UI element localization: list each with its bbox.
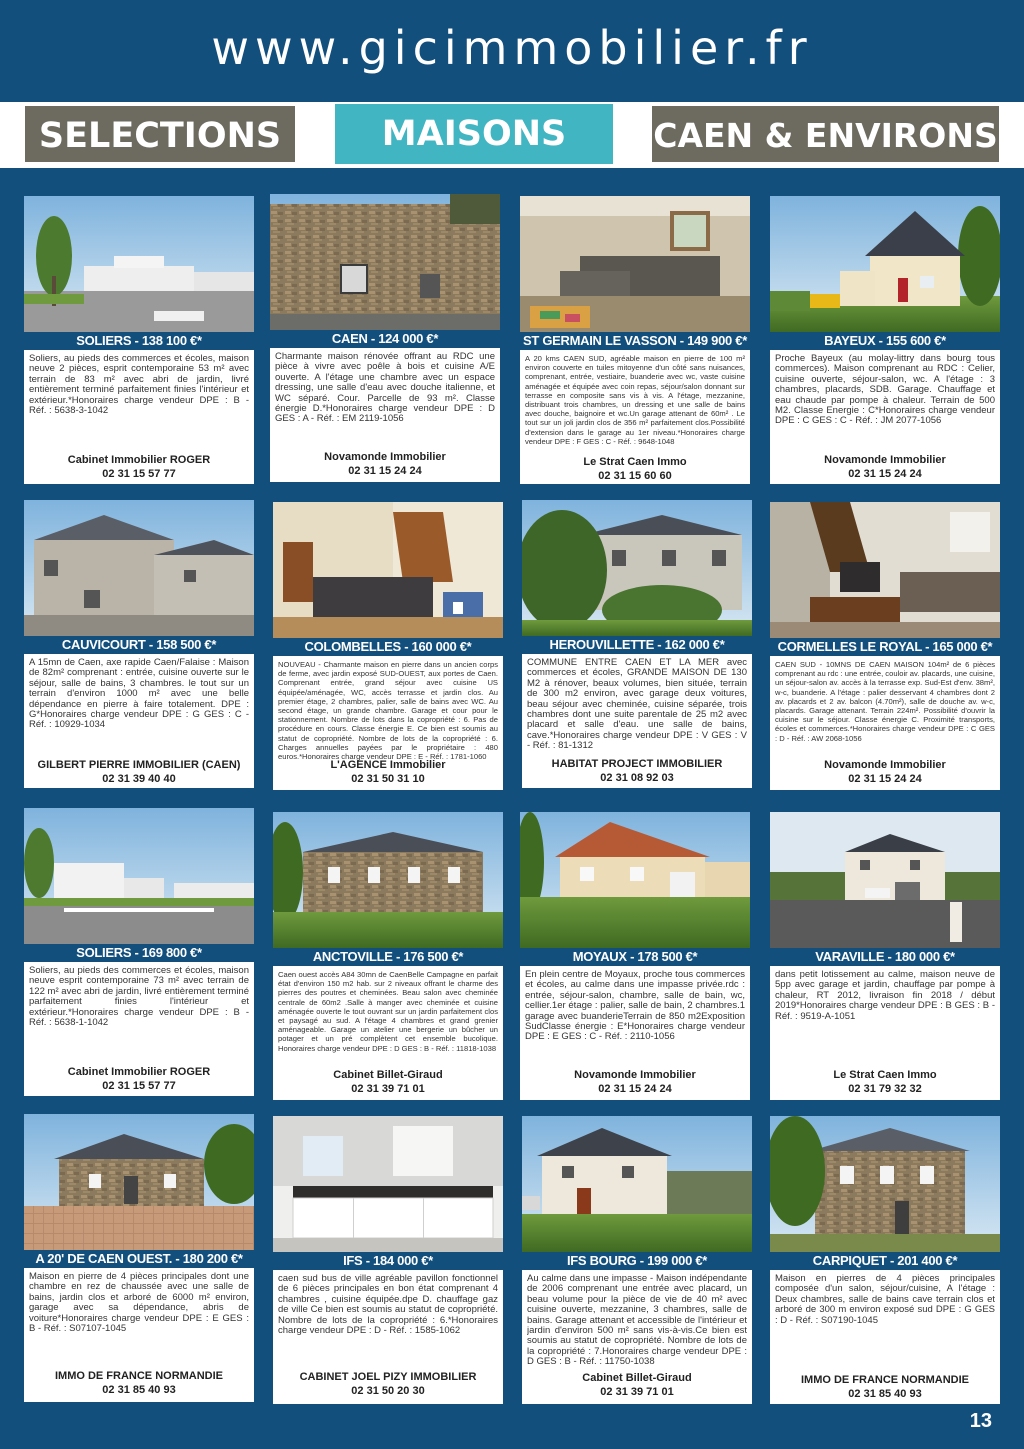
listing-card[interactable] (24, 500, 254, 788)
listing-photo (520, 196, 750, 332)
listing-agency: Novamonde Immobilier (824, 454, 946, 466)
listing-card[interactable] (273, 812, 503, 1100)
listing-description: Soliers, au pieds des commerces et écoles, maison neuve esprit contemporaine 73 m² avec terrain de 122 m² avec abri de jardin, livré entièrement terminé parfaitement finies l'intérieur et extérieur.*Honoraires charge vendeur DPE : B - Réf. : 5638-1-1042 (29, 966, 249, 1029)
listing-card[interactable] (24, 196, 254, 484)
listing-agency: Le Strat Caen Immo (833, 1069, 937, 1081)
listing-card[interactable] (770, 502, 1000, 790)
listing-description: Maison en pierre de 4 pièces principales dont une chambre en rez de chaussée avec une salle de bains, jardin clos et arboré de 6000 m² environ, garage avec sa dépendance, abris de voiture*Honoraires charge vendeur DPE : E GES : B - Réf. : S07107-1045 (29, 1272, 249, 1335)
listing-title: BAYEUX - 155 600 €* (770, 332, 1000, 350)
listing-card[interactable] (520, 812, 750, 1100)
listing-photo (273, 502, 503, 638)
listing-photo (520, 812, 750, 948)
listing-phone: 02 31 50 20 30 (351, 1385, 425, 1397)
listing-agency: IMMO DE FRANCE NORMANDIE (54, 1370, 224, 1382)
listing-agency: Novamonde Immobilier (824, 759, 946, 771)
listing-description: NOUVEAU - Charmante maison en pierre dans un ancien corps de ferme, avec jardin exposé SUD-OUEST, aux portes de Caen. Comprenant entrée, grand séjour avec cuisine US équipée/aménagée, WC, accès terrasse et jardin clos. Au premier étage, 2 chambres, palier, salle de bains avec WC. Au second étage, un grande chambre. Garage et cour pour le stationnement. Nombre de lots dans la copropriété : 6. Pas de procédure en cours. Classe énergie E. Ce bien est soumis au statut de copropriété. Nombre de lots de la copropriété : 6. Charges annuelles payées par le propriétaire : 480 euros.*Honoraires charge vendeur DPE : E - Réf. : 1781-1060 (278, 660, 498, 762)
listing-agency: Cabinet Billet-Giraud (582, 1372, 692, 1384)
listing-phone: 02 31 39 71 01 (351, 1083, 425, 1095)
listing-description: COMMUNE ENTRE CAEN ET LA MER avec commerces et écoles, GRANDE MAISON DE 130 M2 à rénover, beaux volumes, bien située, terrain de 300 m2 environ, avec garage deux voitures, beau séjour avec cheminée, cuisine séparée, trois chambres dont une suite parentale de 25 m2 avec placard et salle d'eau. une salle de bains, cave.*Honoraires charge vendeur DPE : V GES : V - Réf. : 81-1312 (527, 658, 747, 752)
listing-description: Caen ouest accès A84 30mn de CaenBelle Campagne en parfait état d'environ 150 m2 hab. sur 2 niveaux offrant le charme des pierres des poutres et cheminées. Beau salon avec cheminée centrale de 60m2 .Salle à manger avec cheminée et cuisine aménagée ouverte le tout ouvrant sur un jardin parfaitement clos et paysagé au sud. A l'étage 4 chambres et grand grenier aménageable. Garage un atelier une bergerie un bûcher un potager et un pré complètent cet ensemble bucolique. Honoraires charge vendeur DPE : D GES : B - Réf. : 11818-1038 (278, 970, 498, 1053)
listing-description: A 15mn de Caen, axe rapide Caen/Falaise : Maison de 82m² comprenant : entrée, cuisine ouverte sur le séjour, salle de bains, 3 chambres. le tout sur un terrain d'environ 1000 m² avec une belle dépendance en pierre à faire totalement. DPE : G*Honoraires charge vendeur DPE : G GES : C - Réf. : 10929-1034 (29, 658, 249, 731)
listing-title: CORMELLES LE ROYAL - 165 000 €* (770, 638, 1000, 656)
listing-agency: CABINET JOEL PIZY IMMOBILIER (299, 1371, 477, 1383)
listing-title: SOLIERS - 169 800 €* (24, 944, 254, 962)
listing-card[interactable] (24, 808, 254, 1096)
listing-title: CARPIQUET - 201 400 €* (770, 1252, 1000, 1270)
listing-phone: 02 31 15 24 24 (348, 465, 422, 477)
listing-agency: Cabinet Immobilier ROGER (67, 1066, 211, 1078)
listing-card[interactable] (522, 500, 752, 788)
listing-photo (273, 812, 503, 948)
listing-title: SOLIERS - 138 100 €* (24, 332, 254, 350)
listing-title: A 20' DE CAEN OUEST. - 180 200 €* (24, 1250, 254, 1268)
listing-phone: 02 31 85 40 93 (102, 1384, 176, 1396)
listing-title: ST GERMAIN LE VASSON - 149 900 €* (520, 332, 750, 350)
listing-agency: Novamonde Immobilier (574, 1069, 696, 1081)
listing-phone: 02 31 15 57 77 (102, 1080, 176, 1092)
listing-phone: 02 31 79 32 32 (848, 1083, 922, 1095)
listing-card[interactable] (520, 196, 750, 484)
listing-phone: 02 31 08 92 03 (600, 772, 674, 784)
page-number: 13 (969, 1410, 992, 1432)
listing-description: caen sud bus de ville agréable pavillon fonctionnel de 6 pièces principales en bon état comprenant 4 chambres , cuisine équipée.dpe D. chauffage gaz de ville Ce bien est soumis au statut de copropriété. Nombre de lots de la copropriété : 6.*Honoraires charge vendeur DPE : D - Réf. : 1585-1062 (278, 1274, 498, 1337)
listing-photo (770, 196, 1000, 332)
listing-title: VARAVILLE - 180 000 €* (770, 948, 1000, 966)
listing-description: Proche Bayeux (au molay-littry dans bourg tous commerces). Maison comprenant au RDC : Celier, cuisine ouverte, séjour-salon, wc. A l'étage : 3 chambres, placards, SDB. Garage. Chauffage et eau chaude par pompe à chaleur. Terrain de 500 M2. Classe Energie : C*Honoraires charge vendeur DPE : C GES : C - Réf. : JM 2077-1056 (775, 354, 995, 427)
listing-description: Soliers, au pieds des commerces et écoles, maison neuve 2 pièces, esprit contemporaine 53 m² avec terrain de 83 m² avec abri de jardin, livré entièrement terminé parfaitement finies l'intérieur et extérieur.*Honoraires charge vendeur DPE : B - Réf. : 5638-3-1042 (29, 354, 249, 417)
listing-agency: Cabinet Billet-Giraud (333, 1069, 443, 1081)
listing-title: COLOMBELLES - 160 000 €* (273, 638, 503, 656)
listing-title: IFS BOURG - 199 000 €* (522, 1252, 752, 1270)
listing-description: Maison en pierres de 4 pièces principales composée d'un salon, séjour/cuisine, A l'étage : Deux chambres, salle de bains cave terrain clos et arboré de 300 m environ exposé sud DPE : G GES : D - Réf. : S07190-1045 (775, 1274, 995, 1326)
listing-description: A 20 kms CAEN SUD, agréable maison en pierre de 100 m² environ couverte en tuiles mitoyenne d'un côté sans nuisances, comprenant, entrée, vestiaire, buanderie avec wc, vaste cuisine aménagée et équipée avec coin repas, séjour/salon donnant sur terrasse en composite sans vis à vis. A l'étage, mezzanine, distribuant trois chambres, un dressing et une salle de bains avec douche, baignoire et wc.Un garage attenant de 60m² . Le tout sur un joli jardin clos de 356 m² parfaitement clos.Possibilité d'extension dans le garage au 1er niveau.*Honoraires charge vendeur DPE : F GES : C - Réf. : 9648-1048 (525, 354, 745, 446)
listing-photo (522, 500, 752, 636)
listing-description: dans petit lotissement au calme, maison neuve de 5pp avec garage et jardin, chauffage par pompe à chaleur, RT 2012, livraison fin 2018 / début 2019*Honoraires charge vendeur DPE : B GES : B - Réf. : 9519-A-1051 (775, 970, 995, 1022)
listing-description: Au calme dans une impasse - Maison indépendante de 2006 comprenant une entrée avec placard, un beau volume pour la pièce de vie de 40 m² avec cuisine ouverte, mezzanine, 3 chambres, salle de bains. Garage attenant et accessible de l'intérieur et jardin d'environ 500 m² sans vis-à-vis.Ce bien est soumis au statut de copropriété. Nombre de lots de la copropriété : 7.Honoraires charge vendeur DPE : D GES : B - Réf. : 11750-1038 (527, 1274, 747, 1368)
listing-phone: 02 31 15 57 77 (102, 468, 176, 480)
listing-title: ANCTOVILLE - 176 500 €* (273, 948, 503, 966)
listing-agency: Cabinet Immobilier ROGER (67, 454, 211, 466)
listing-phone: 02 31 39 40 40 (102, 773, 176, 785)
listing-title: MOYAUX - 178 500 €* (520, 948, 750, 966)
listing-agency: Novamonde Immobilier (324, 451, 446, 463)
listing-agency: Le Strat Caen Immo (583, 456, 687, 468)
listing-photo (770, 502, 1000, 638)
listing-photo (24, 196, 254, 332)
listing-photo (24, 808, 254, 944)
listing-card[interactable] (270, 194, 500, 482)
tab-location: CAEN & ENVIRONS (652, 106, 999, 162)
listing-title: CAUVICOURT - 158 500 €* (24, 636, 254, 654)
listing-phone: 02 31 15 60 60 (598, 470, 672, 482)
listing-phone: 02 31 15 24 24 (598, 1083, 672, 1095)
listing-phone: 02 31 39 71 01 (600, 1386, 674, 1398)
listing-title: HEROUVILLETTE - 162 000 €* (522, 636, 752, 654)
site-url[interactable]: www.gicimmobilier.fr (211, 21, 813, 75)
listing-phone: 02 31 50 31 10 (351, 773, 425, 785)
listing-agency: L'AGENCE Immobilier (330, 759, 446, 771)
listing-agency: GILBERT PIERRE IMMOBILIER (CAEN) (37, 759, 241, 771)
listing-photo (24, 500, 254, 636)
listing-description: En plein centre de Moyaux, proche tous commerces et écoles, au calme dans une impasse privée.rdc : entrée, séjour-salon, chambre, salle de bain, wc, cellier.1er étage : palier, salle de bain, 2 chambres.1 garage avec buanderieTerrain de 850 m2Exposition SudClasse énergie : E*Honoraires charge vendeur DPE : E GES : C - Réf. : 2110-1056 (525, 970, 745, 1043)
listing-card[interactable] (24, 1114, 254, 1402)
listing-photo (522, 1116, 752, 1252)
listing-title: CAEN - 124 000 €* (270, 330, 500, 348)
listing-card[interactable] (770, 1116, 1000, 1404)
listing-photo (273, 1116, 503, 1252)
listing-card[interactable] (273, 502, 503, 790)
listing-card[interactable] (522, 1116, 752, 1404)
listing-phone: 02 31 15 24 24 (848, 468, 922, 480)
listing-card[interactable] (770, 196, 1000, 484)
listing-photo (770, 1116, 1000, 1252)
listing-card[interactable] (273, 1116, 503, 1404)
listing-photo (270, 194, 500, 330)
tab-maisons: MAISONS (335, 104, 613, 164)
listing-title: IFS - 184 000 €* (273, 1252, 503, 1270)
listing-agency: IMMO DE FRANCE NORMANDIE (800, 1374, 970, 1386)
listing-agency: HABITAT PROJECT IMMOBILIER (551, 758, 723, 770)
listing-phone: 02 31 15 24 24 (848, 773, 922, 785)
listing-description: Charmante maison rénovée offrant au RDC une pièce à vivre avec poêle à bois et cuisine A/E ouverte. A l'étage une chambre avec un espace dressing, une salle d'eau avec douche italienne, et WC séparé. Cour. Parcelle de 93 m². Classe énergie D.*Honoraires charge vendeur DPE : D GES : A - Réf. : EM 2119-1056 (275, 352, 495, 425)
listing-photo (24, 1114, 254, 1250)
listing-phone: 02 31 85 40 93 (848, 1388, 922, 1400)
listing-card[interactable] (770, 812, 1000, 1100)
listing-description: CAEN SUD - 10MNS DE CAEN MAISON 104m² de 6 pièces comprenant au rdc : une entrée, couloir av. placards, une cuisine, un séjour-salon av. accès à la terrasse exp. Sud-Est d'env. 38m², w-c, buanderie. A l'étage : palier desservant 4 chambres dont 2 av. placards et 2 av. balcon (4.70m²), salle de douche av. w-c, placards. Garage attenant. Terrain 224m². Possibilité d'ouvrir la cuisine sur le séjour. Classe énergie C. Proximité transports, écoles et commerces.*Honoraires charge vendeur DPE : C GES : D - Réf. : AW 2068-1056 (775, 660, 995, 743)
listing-photo (770, 812, 1000, 948)
tab-selections: SELECTIONS (25, 106, 295, 162)
